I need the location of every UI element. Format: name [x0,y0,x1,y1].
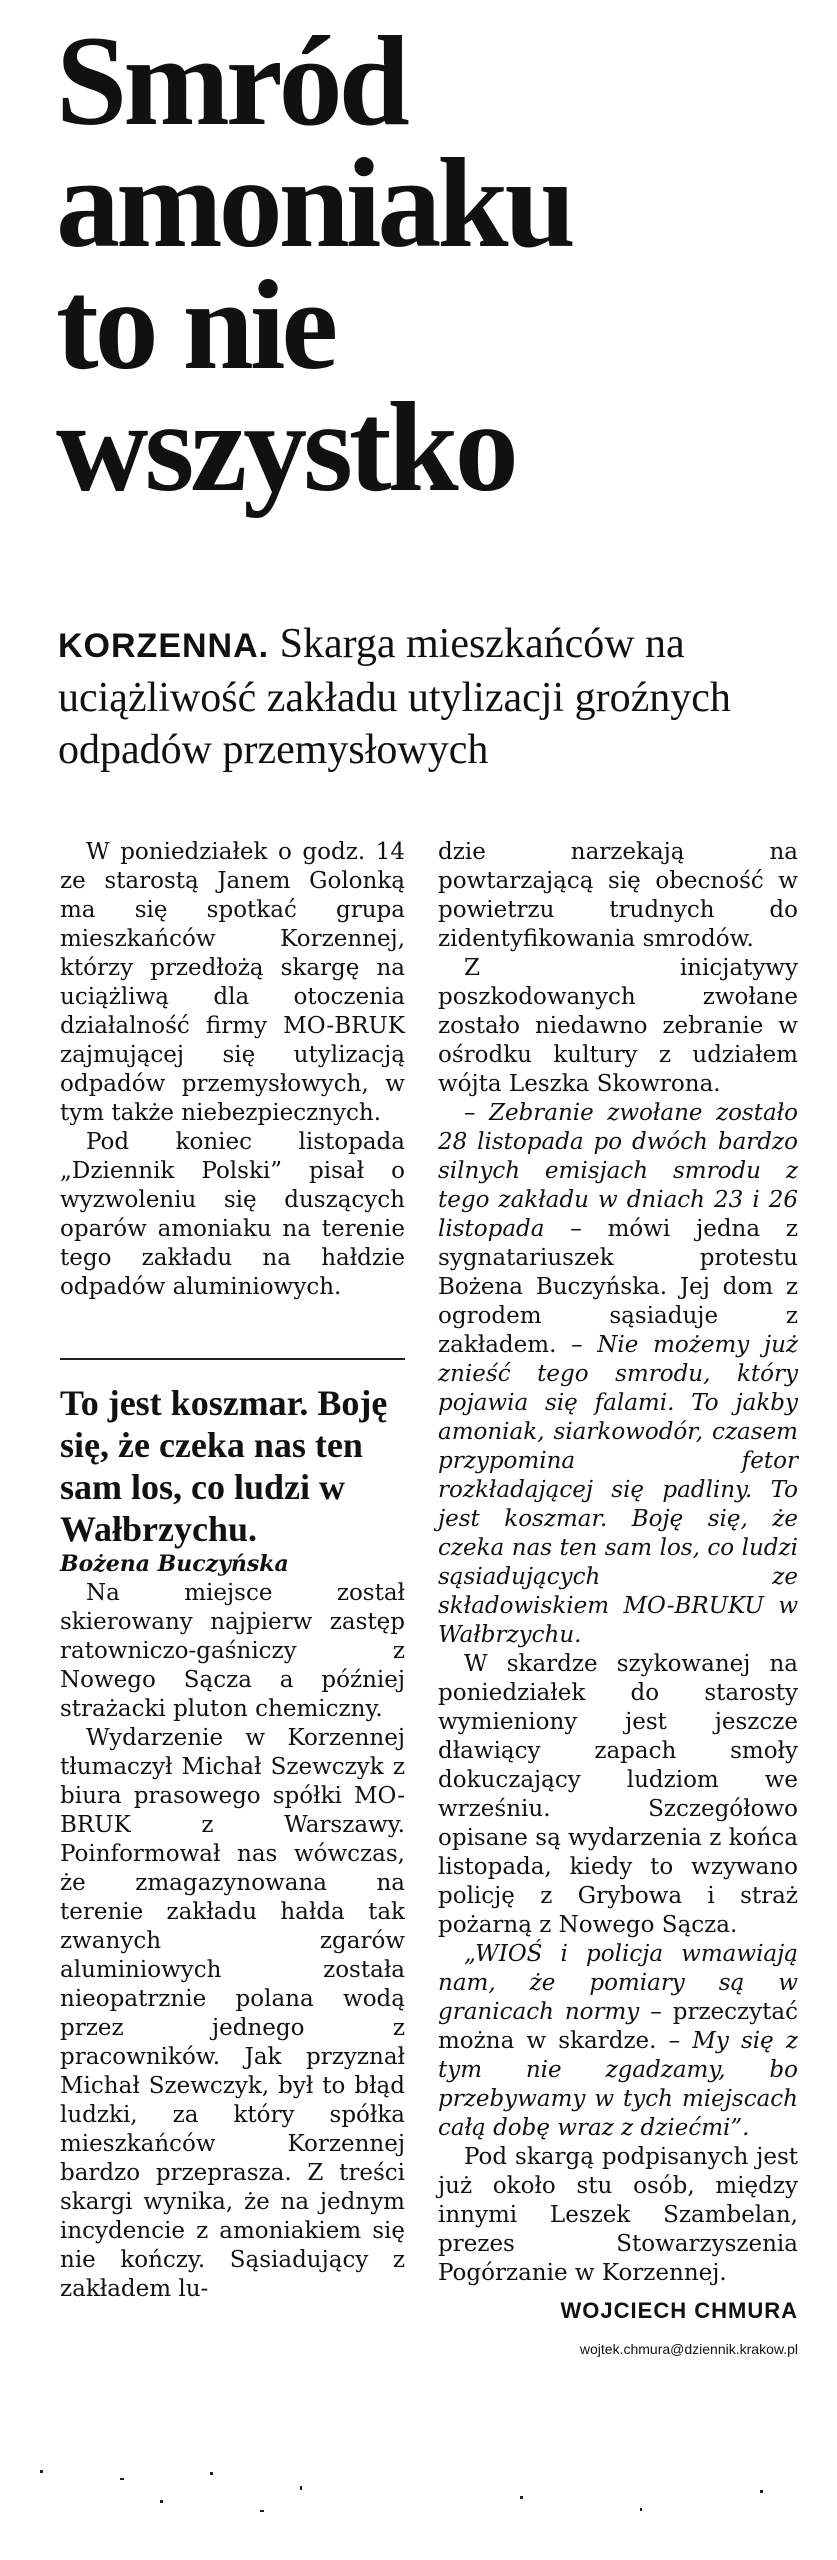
divider [60,1358,405,1360]
paragraph: W skardze szykowanej na poniedziałek do starosty wymieniony jest jeszcze dławiący zapach smoły dokuczający ludziom we wrześniu. Szczegółowo opisane są wydarzenia z końca listopada, kiedy to wzywano policję z Grybowa i straż pożarną z Nowego Sącza. [438,1651,798,1938]
scan-speck [760,2490,763,2493]
paragraph: Pod skargą podpisanych jest już około stu osób, między innymi Leszek Szambelan, prezes Stowarzyszenia Pogórzanie w Korzennej. [438,2144,798,2286]
quote-text: My się z tym nie zgadzamy, bo przebywamy w tych miejscach całą dobę wraz z dziećmi”. [438,2028,798,2141]
pull-quote-author: Bożena Buczyńska [60,1551,289,1577]
paragraph: dzie narzekają na powtarzającą się obecność w powietrzu trudnych do zidentyfikowania smrodów. [438,839,798,952]
scan-speck [640,2508,642,2511]
right-column [438,838,798,2364]
scan-speck [300,2486,302,2490]
author-email: wojtek.chmura@dziennik.krakow.pl [579,2341,798,2357]
paragraph [438,1940,798,2143]
scan-speck [260,2510,264,2512]
headline-line: Smród [56,10,406,152]
quote-text: „WIOŚ i policja wmawiają nam, że pomiary są w granicach normy [438,1941,798,2025]
quote-text: Nie możemy już znieść tego smrodu, który pojawia się falami. To jakby amoniak, siarkowodór, czasem przypomina fetor rozkładającej się padliny. To jest koszmar. Boję się, że czeka nas ten sam los, co ludzi sąsiadujących ze składowiskiem MO-BRUKU w Wałbrzychu. [438,1332,799,1648]
paragraph: Wydarzenie w Korzennej tłumaczył Michał Szewczyk z biura prasowego spółki MO-BRUK z Warszawy. Poinformował nas wówczas, że zmagazynowana na terenie zakładu hałda tak zwanych zgarów aluminiowych została nieopatrznie polana wodą przez jednego z pracowników. Jak przyznał Michał Szewczyk, był to błąd ludzki, za który spółka mieszkańców Korzennej bardzo przeprasza. Z treści skargi wynika, że na jednym incydencie z amoniakiem się nie kończy. Sąsiadujący z zakładem lu- [60,1725,405,2302]
paragraph: Na miejsce został skierowany najpierw zastęp ratowniczo-gaśniczy z Nowego Sącza a później strażacki pluton chemiczny. [60,1580,405,1722]
lead-text: Skarga mieszkańców na uciążliwość zakładu utylizacji groźnych odpadów przemysłowych [58,621,731,773]
scan-speck [520,2496,523,2499]
paragraph [438,1099,798,1650]
scan-speck [40,2470,43,2473]
scan-speck [160,2500,163,2503]
left-column [60,838,405,2304]
headline-line: to nie [56,254,335,396]
quote-text: – Zebranie zwołane zostało 28 listopada po dwóch bardzo silnych emisjach smrodu z tego zakładu w dniach 23 i 26 listopada [438,1100,798,1242]
paragraph-text: – przeczytać można w skardze. – [438,1999,799,2054]
pull-quote: To jest koszmar. Boję się, że czeka nas ten sam los, co ludzi w Wałbrzychu. [60,1383,388,1549]
headline-line: amoniaku [56,132,572,274]
lead [58,618,798,776]
paragraph-text: – mówi jedna z sygnatariuszek protestu Bożena Buczyńska. Jej dom z ogrodem sąsiaduje z zakładem. – [438,1216,798,1358]
byline: WOJCIECH CHMURA [560,2298,798,2323]
scan-speck [210,2472,213,2475]
scan-speck [120,2478,124,2480]
headline [56,10,756,518]
paragraph: Pod koniec listopada „Dziennik Polski” pisał o wyzwoleniu się duszących oparów amoniaku na terenie tego zakładu na hałdzie odpadów aluminiowych. [60,1129,405,1300]
paragraph: Z inicjatywy poszkodowanych zwołane zostało niedawno zebranie w ośrodku kultury z udziałem wójta Leszka Skowrona. [438,955,798,1097]
lead-place: KORZENNA. [58,627,270,665]
headline-line: wszystko [56,376,515,518]
paragraph: W poniedziałek o godz. 14 ze starostą Janem Golonką ma się spotkać grupa mieszkańców Korzennej, którzy przedłożą skargę na uciążliwą dla otoczenia działalność firmy MO-BRUK zajmującej się utylizacją odpadów przemysłowych, w tym także niebezpiecznych. [60,839,405,1126]
